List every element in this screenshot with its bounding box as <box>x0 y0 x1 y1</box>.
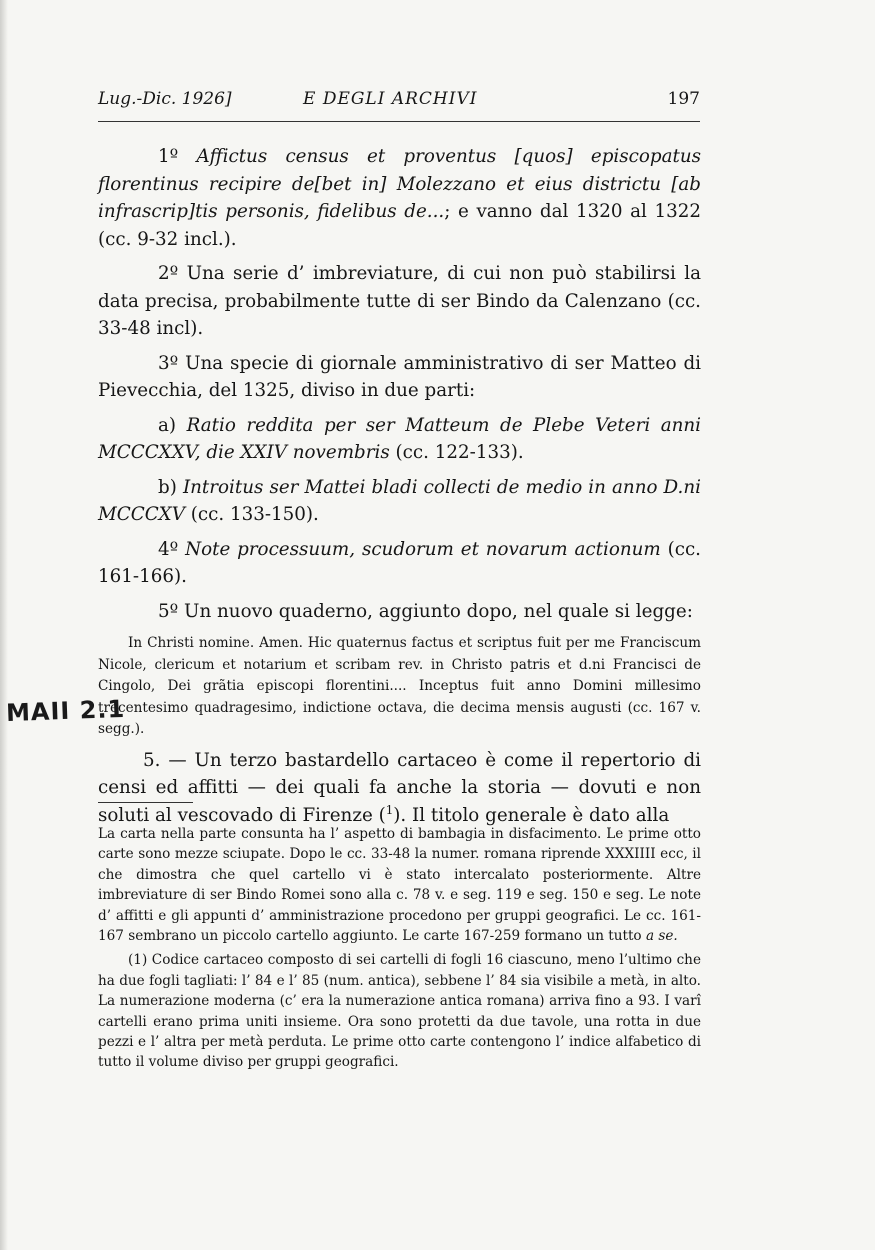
footnote-continuation-italic: a se. <box>645 928 678 945</box>
running-header <box>98 89 700 117</box>
item-3a-marker: a) <box>158 414 177 436</box>
footnotes <box>98 824 701 1073</box>
page-binding-edge <box>0 0 8 1250</box>
item-4-latin-title: Note processuum, scudorum et novarum actionum <box>185 538 661 560</box>
item-3: 3º Una specie di giornale amministrativo di ser Matteo di Pievecchia, del 1325, diviso in due parti: <box>98 352 701 401</box>
header-journal-title: E DEGLI ARCHIVI <box>303 89 478 109</box>
item-5: 5º Un nuovo quaderno, aggiunto dopo, nel quale si legge: <box>158 600 693 622</box>
section-5-text-end: ). Il titolo generale è dato alla <box>393 804 670 826</box>
item-4 <box>98 536 701 591</box>
footnote-continuation-text: La carta nella parte consunta ha l’ aspetto di bambagia in disfacimento. Le prime otto carte sono mezze sciupate. Dopo le cc. 33-48 la numer. romana riprende XXXIIII ecc, il che dimostra che quel cartello vi è stato intercalato posteriormente. Altre imbreviature di ser Bindo Romei sono alla c. 78 v. e seg. 119 e seg. 150 e seg. Le note d’ affitti e gli appunti d’ amministrazione procedono per gruppi geografici. Le cc. 161-167 sembrano un piccolo cartello aggiunto. Le carte 167-259 formano un tutto <box>98 826 701 945</box>
item-3b <box>98 474 701 529</box>
item-1-text: ; e vanno dal 1320 al 1322 (cc. 9-32 incl.). <box>98 201 701 250</box>
item-3a-latin-title: Ratio reddita per ser Matteum de Plebe Veteri anni MCCCXXV, die XXIV novembris <box>98 414 701 463</box>
item-3b-text: (cc. 133-150). <box>190 504 319 525</box>
header-date-range: Lug.-Dic. 1926] <box>98 89 232 109</box>
item-3b-latin-title: Introitus ser Mattei bladi collecti de medio in anno D.ni MCCCXV <box>98 476 701 525</box>
item-3a <box>98 412 701 467</box>
section-5-text: 5. — Un terzo bastardello cartaceo è come il repertorio di censi ed affitti — dei quali fa anche la storia — dovuti e non soluti al vescovado di Firenze ( <box>98 749 701 826</box>
section-5 <box>98 747 701 830</box>
item-3b-marker: b) <box>158 476 177 498</box>
footnote-continuation <box>98 824 701 946</box>
handwritten-margin-note: MAII 2.1 <box>5 694 126 728</box>
footnote-1-marker: (1) <box>128 952 148 969</box>
item-4-marker: 4º <box>158 538 179 560</box>
item-1-latin-title: Affictus census et proventus [quos] episcopatus florentinus recipire de[bet in] Molezzano et eius districtu [ab infrascrip]tis personis, fidelibus de... <box>98 146 701 222</box>
item-1 <box>98 143 701 253</box>
header-rule <box>98 121 700 122</box>
item-3a-text: (cc. 122-133). <box>395 442 524 463</box>
item-1-marker: 1º <box>158 146 179 167</box>
footnote-ref-1: 1 <box>385 802 394 817</box>
item-2: 2º Una serie d’ imbreviature, di cui non può stabilirsi la data precisa, probabilmente tutte di ser Bindo da Calenzano (cc. 33-48 incl). <box>98 263 701 339</box>
page-number: 197 <box>667 89 700 109</box>
footnote-1 <box>98 950 701 1072</box>
footnote-rule <box>98 802 193 803</box>
footnote-1-text: Codice cartaceo composto di sei cartelli di fogli 16 ciascuno, meno l’ultimo che ha due fogli tagliati: l’ 84 e l’ 85 (num. antica), sebbene l’ 84 sia visibile a metà, in alto. La numerazione moderna (c’ era la numerazione antica romana) arriva fino a 93. I varî cartelli erano prima uniti insieme. Ora sono protetti da due tavole, una rotta in due pezzi e l’ altra per metà perduta. Le prime otto carte contengono l’ indice alfabetico di tutto il volume diviso per gruppi geografici. <box>98 952 701 1071</box>
item-4-text: (cc. 161-166). <box>98 538 701 587</box>
main-text <box>98 143 701 829</box>
latin-quote: In Christi nomine. Amen. Hic quaternus factus et scriptus fuit per me Franciscum Nicole, clericum et notarium et scribam rev. in Christo patris et d.ni Francisci de Cingolo, Dei grãtia episcopi florentini.... Inceptus fuit anno Domini millesimo trecentesimo quadragesimo, indictione octava, die decima mensis augusti (cc. 167 v. segg.). <box>98 635 701 737</box>
